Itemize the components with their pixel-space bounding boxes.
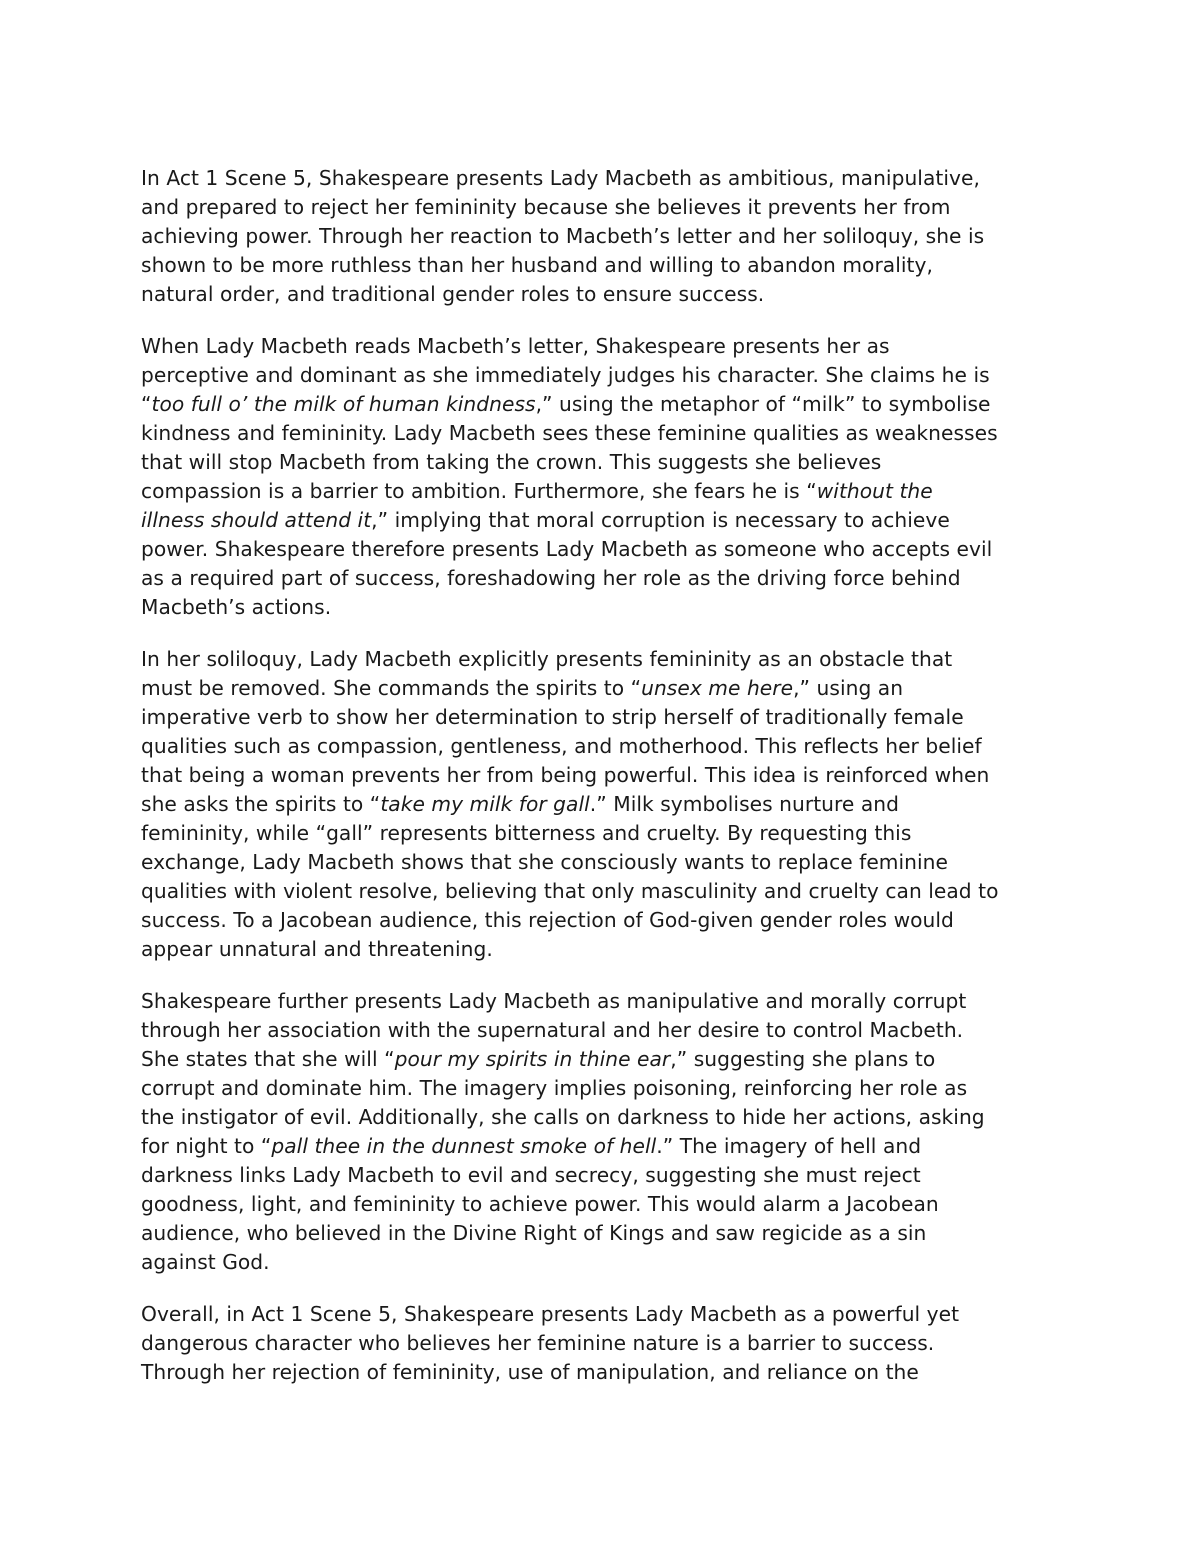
text-line: [141, 1045, 1061, 1074]
text-segment: exchange, Lady Macbeth shows that she consciously wants to replace feminine: [141, 850, 948, 874]
text-line: [141, 564, 1061, 593]
text-segment: the instigator of evil. Additionally, she calls on darkness to hide her actions, asking: [141, 1105, 985, 1129]
text-segment: for night to “: [141, 1134, 272, 1158]
text-line: [141, 1358, 1061, 1387]
text-line: [141, 906, 1061, 935]
text-line: [141, 419, 1061, 448]
text-segment: Macbeth’s actions.: [141, 595, 332, 619]
text-segment: she asks the spirits to “: [141, 792, 381, 816]
text-segment: as a required part of success, foreshadowing her role as the driving force behind: [141, 566, 961, 590]
text-line: [141, 390, 1061, 419]
text-segment: In Act 1 Scene 5, Shakespeare presents Lady Macbeth as ambitious, manipulative,: [141, 166, 980, 190]
text-line: [141, 193, 1061, 222]
paragraph: [141, 164, 1061, 309]
text-line: [141, 1300, 1061, 1329]
text-segment: ,” using the metaphor of “milk” to symbolise: [535, 392, 991, 416]
text-line: [141, 1074, 1061, 1103]
text-line: [141, 790, 1061, 819]
document-page: [141, 164, 1061, 1410]
text-segment: that being a woman prevents her from being powerful. This idea is reinforced when: [141, 763, 990, 787]
text-line: [141, 361, 1061, 390]
text-segment: kindness and femininity. Lady Macbeth sees these feminine qualities as weaknesses: [141, 421, 998, 445]
text-line: [141, 1329, 1061, 1358]
text-segment: Through her rejection of femininity, use of manipulation, and reliance on the: [141, 1360, 919, 1384]
text-segment: perceptive and dominant as she immediately judges his character. She claims he is: [141, 363, 990, 387]
text-line: [141, 848, 1061, 877]
text-line: [141, 1103, 1061, 1132]
text-segment: against God.: [141, 1250, 270, 1274]
text-line: [141, 1016, 1061, 1045]
text-segment: compassion is a barrier to ambition. Furthermore, she fears he is “: [141, 479, 817, 503]
text-segment: through her association with the supernatural and her desire to control Macbeth.: [141, 1018, 964, 1042]
text-segment: and prepared to reject her femininity because she believes it prevents her from: [141, 195, 951, 219]
text-line: [141, 732, 1061, 761]
text-segment: ,” implying that moral corruption is necessary to achieve: [371, 508, 950, 532]
text-line: [141, 506, 1061, 535]
paragraph: [141, 1300, 1061, 1387]
text-line: [141, 935, 1061, 964]
text-segment: goodness, light, and femininity to achieve power. This would alarm a Jacobean: [141, 1192, 939, 1216]
text-segment: shown to be more ruthless than her husband and willing to abandon morality,: [141, 253, 933, 277]
text-line: [141, 1248, 1061, 1277]
quotation: without the: [816, 479, 933, 503]
quotation: pall thee in the dunnest smoke of hell: [271, 1134, 657, 1158]
text-line: [141, 761, 1061, 790]
text-segment: In her soliloquy, Lady Macbeth explicitly presents femininity as an obstacle that: [141, 647, 953, 671]
text-line: [141, 251, 1061, 280]
text-segment: When Lady Macbeth reads Macbeth’s letter, Shakespeare presents her as: [141, 334, 890, 358]
text-segment: Shakespeare further presents Lady Macbeth as manipulative and morally corrupt: [141, 989, 967, 1013]
text-segment: Overall, in Act 1 Scene 5, Shakespeare presents Lady Macbeth as a powerful yet: [141, 1302, 960, 1326]
text-line: [141, 535, 1061, 564]
text-line: [141, 593, 1061, 622]
text-line: [141, 1219, 1061, 1248]
quotation: too full o’ the milk of human kindness: [151, 392, 536, 416]
text-segment: ,” suggesting she plans to: [670, 1047, 936, 1071]
paragraph: [141, 987, 1061, 1277]
paragraph: [141, 332, 1061, 622]
text-segment: power. Shakespeare therefore presents Lady Macbeth as someone who accepts evil: [141, 537, 993, 561]
text-line: [141, 987, 1061, 1016]
text-segment: .” Milk symbolises nurture and: [589, 792, 899, 816]
quotation: unsex me here: [641, 676, 794, 700]
text-line: [141, 1161, 1061, 1190]
text-line: [141, 1190, 1061, 1219]
text-segment: must be removed. She commands the spirits to “: [141, 676, 642, 700]
text-segment: dangerous character who believes her feminine nature is a barrier to success.: [141, 1331, 935, 1355]
text-segment: success. To a Jacobean audience, this rejection of God-given gender roles would: [141, 908, 954, 932]
text-segment: natural order, and traditional gender roles to ensure success.: [141, 282, 765, 306]
text-line: [141, 280, 1061, 309]
quotation: illness should attend it: [141, 508, 372, 532]
text-segment: darkness links Lady Macbeth to evil and secrecy, suggesting she must reject: [141, 1163, 921, 1187]
text-line: [141, 674, 1061, 703]
text-line: [141, 877, 1061, 906]
text-segment: qualities such as compassion, gentleness, and motherhood. This reflects her belief: [141, 734, 982, 758]
text-line: [141, 332, 1061, 361]
text-segment: .” The imagery of hell and: [656, 1134, 922, 1158]
text-segment: qualities with violent resolve, believing that only masculinity and cruelty can lead to: [141, 879, 999, 903]
text-segment: femininity, while “gall” represents bitterness and cruelty. By requesting this: [141, 821, 912, 845]
text-segment: appear unnatural and threatening.: [141, 937, 493, 961]
text-segment: achieving power. Through her reaction to Macbeth’s letter and her soliloquy, she is: [141, 224, 985, 248]
text-line: [141, 703, 1061, 732]
text-line: [141, 222, 1061, 251]
text-segment: imperative verb to show her determination to strip herself of traditionally female: [141, 705, 964, 729]
text-segment: “: [141, 392, 152, 416]
text-segment: audience, who believed in the Divine Right of Kings and saw regicide as a sin: [141, 1221, 927, 1245]
text-line: [141, 448, 1061, 477]
quotation: take my milk for gall: [380, 792, 590, 816]
text-line: [141, 819, 1061, 848]
text-line: [141, 1132, 1061, 1161]
text-segment: that will stop Macbeth from taking the crown. This suggests she believes: [141, 450, 882, 474]
quotation: pour my spirits in thine ear: [394, 1047, 671, 1071]
text-line: [141, 164, 1061, 193]
text-line: [141, 645, 1061, 674]
text-segment: corrupt and dominate him. The imagery implies poisoning, reinforcing her role as: [141, 1076, 968, 1100]
text-segment: ,” using an: [793, 676, 904, 700]
text-line: [141, 477, 1061, 506]
text-segment: She states that she will “: [141, 1047, 395, 1071]
paragraph: [141, 645, 1061, 964]
